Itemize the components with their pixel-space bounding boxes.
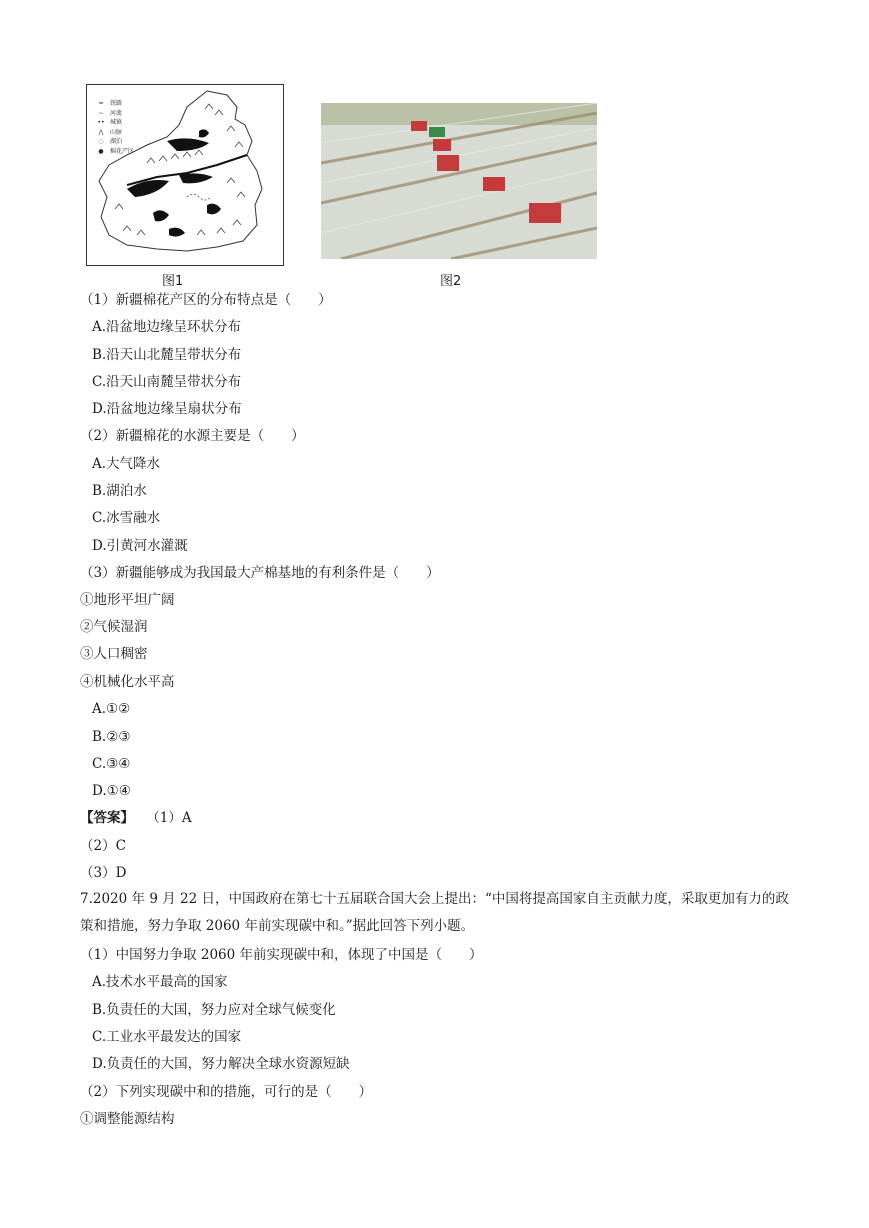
q6-sub1-option-a: A.沿盆地边缘呈环状分布 <box>92 319 242 335</box>
answer-line-1 <box>80 809 192 827</box>
q6-sub3-condition-4: ④机械化水平高 <box>80 674 175 690</box>
legend-item-lake: ◌ 湖泊 <box>95 137 134 147</box>
q7-sub2-condition-1: ①调整能源结构 <box>80 1111 175 1127</box>
mountain-symbol-icon: ⋀ <box>98 128 104 136</box>
q6-sub3-option-b: B.②③ <box>92 729 131 745</box>
q6-sub3-condition-3: ③人口稠密 <box>80 646 148 662</box>
q6-sub3-condition-1: ①地形平坦广阔 <box>80 592 175 608</box>
q6-sub2-option-a: A.大气降水 <box>92 456 161 472</box>
q6-sub3-option-c: C.③④ <box>92 756 131 772</box>
figure-1-map <box>86 84 284 266</box>
q6-sub3-stem: （3）新疆能够成为我国最大产棉基地的有利条件是（ ） <box>80 565 440 581</box>
q7-sub1-stem: （1）中国努力争取 2060 年前实现碳中和，体现了中国是（ ） <box>80 947 483 963</box>
figure-2-photo <box>321 103 597 259</box>
q7-sub2-stem: （2）下列实现碳中和的措施，可行的是（ ） <box>80 1084 373 1100</box>
q6-sub3-condition-2: ②气候湿润 <box>80 619 148 635</box>
town-symbol-icon: •• <box>97 119 105 126</box>
q7-sub1-option-d: D.负责任的大国，努力解决全球水资源短缺 <box>92 1056 350 1072</box>
answer-3: （3）D <box>80 865 127 881</box>
legend-item-railway: ━ 铁路 <box>95 99 134 109</box>
railway-symbol-icon: ━ <box>99 100 103 107</box>
lake-symbol-icon: ◌ <box>98 138 104 145</box>
cotton-area-symbol-icon: ● <box>98 147 104 155</box>
legend-item-river: ∼ 河流 <box>95 109 134 119</box>
answer-label: 【答案】 <box>80 810 134 826</box>
answer-1: （1）A <box>146 810 192 826</box>
q7-intro: 7.2020 年 9 月 22 日，中国政府在第七十五届联合国大会上提出：“中国将提高国家自主贡献力度，采取更加有力的政策和措施，努力争取 2060 年前实现碳中和。”据此回答下列小题。 <box>80 891 789 934</box>
q7-sub1-option-b: B.负责任的大国，努力应对全球气候变化 <box>92 1002 336 1018</box>
q6-sub2-option-b: B.湖泊水 <box>92 483 147 499</box>
legend-item-mountain: ⋀ 山脉 <box>95 128 134 138</box>
q6-sub3-option-a: A.①② <box>92 701 131 717</box>
legend-item-cotton: ● 棉花产区 <box>95 147 134 157</box>
q7-sub1-option-a: A.技术水平最高的国家 <box>92 974 228 990</box>
q6-sub2-option-d: D.引黄河水灌溉 <box>92 538 188 554</box>
q6-sub1-option-c: C.沿天山南麓呈带状分布 <box>92 374 242 390</box>
legend-item-town: •• 城镇 <box>95 118 134 128</box>
q6-sub2-option-c: C.冰雪融水 <box>92 510 161 526</box>
q6-sub2-stem: （2）新疆棉花的水源主要是（ ） <box>80 428 305 444</box>
river-symbol-icon: ∼ <box>98 109 104 117</box>
answer-2: （2）C <box>80 838 126 854</box>
q7-sub1-option-c: C.工业水平最发达的国家 <box>92 1029 242 1045</box>
figure-1-caption: 图1 <box>162 274 184 289</box>
cotton-harvest-photo <box>321 103 597 259</box>
q6-sub1-stem: （1）新疆棉花产区的分布特点是（ ） <box>80 292 332 308</box>
map-legend <box>95 99 134 156</box>
q6-sub3-option-d: D.①④ <box>92 783 131 799</box>
figure-2-caption: 图2 <box>440 274 462 289</box>
q6-sub1-option-b: B.沿天山北麓呈带状分布 <box>92 347 242 363</box>
q6-sub1-option-d: D.沿盆地边缘呈扇状分布 <box>92 401 242 417</box>
